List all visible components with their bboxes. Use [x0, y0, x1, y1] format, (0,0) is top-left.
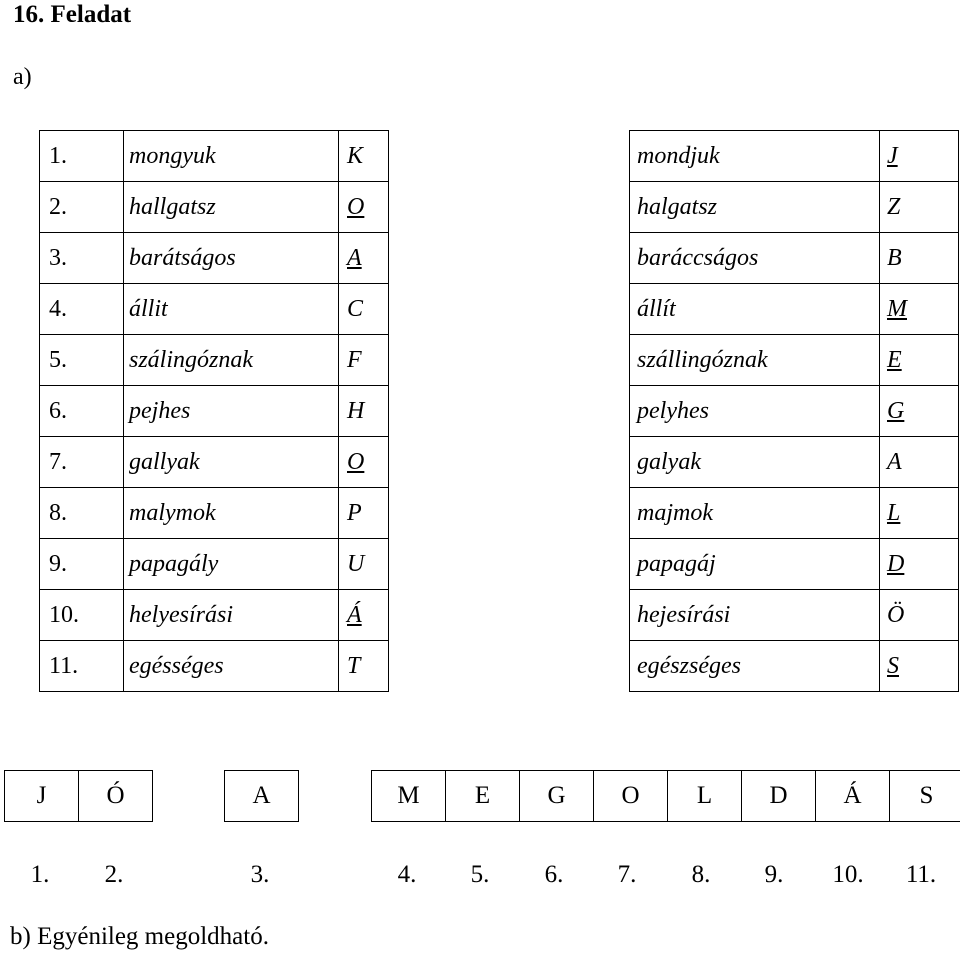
- letter-cell: Á: [339, 590, 389, 641]
- word-cell: állít: [630, 284, 880, 335]
- row-number: 2.: [40, 182, 124, 233]
- left-word-table: [39, 130, 389, 692]
- word-cell: malymok: [124, 488, 339, 539]
- answer-letter-box: L: [667, 770, 742, 822]
- word-cell: papagáj: [630, 539, 880, 590]
- left-table-row: [40, 284, 389, 335]
- word-cell: gallyak: [124, 437, 339, 488]
- row-number: 9.: [40, 539, 124, 590]
- left-table-row: [40, 182, 389, 233]
- letter-cell: K: [339, 131, 389, 182]
- word-cell: halgatsz: [630, 182, 880, 233]
- word-cell: galyak: [630, 437, 880, 488]
- right-table-row: [630, 131, 959, 182]
- answer-letter-box: O: [593, 770, 668, 822]
- answer-letter-box: Ó: [78, 770, 153, 822]
- row-number: 11.: [40, 641, 124, 692]
- position-label: 11.: [905, 861, 937, 888]
- position-label: 6.: [544, 861, 564, 888]
- letter-cell: O: [339, 437, 389, 488]
- letter-cell: T: [339, 641, 389, 692]
- letter-cell: B: [880, 233, 959, 284]
- right-table-row: [630, 284, 959, 335]
- word-cell: helyesírási: [124, 590, 339, 641]
- left-table-row: [40, 437, 389, 488]
- answer-letter-box: G: [519, 770, 594, 822]
- letter-cell: O: [339, 182, 389, 233]
- word-cell: mongyuk: [124, 131, 339, 182]
- position-label: 2.: [104, 861, 124, 888]
- word-cell: pejhes: [124, 386, 339, 437]
- row-number: 3.: [40, 233, 124, 284]
- right-table-row: [630, 488, 959, 539]
- letter-cell: M: [880, 284, 959, 335]
- letter-cell: F: [339, 335, 389, 386]
- right-table-row: [630, 335, 959, 386]
- left-table-row: [40, 131, 389, 182]
- word-cell: pelyhes: [630, 386, 880, 437]
- letter-cell: Ö: [880, 590, 959, 641]
- row-number: 6.: [40, 386, 124, 437]
- row-number: 1.: [40, 131, 124, 182]
- position-label: 4.: [397, 861, 417, 888]
- page-title: 16. Feladat: [13, 1, 132, 28]
- position-label: 8.: [691, 861, 711, 888]
- row-number: 5.: [40, 335, 124, 386]
- word-cell: hallgatsz: [124, 182, 339, 233]
- row-number: 7.: [40, 437, 124, 488]
- right-table-row: [630, 590, 959, 641]
- right-table-row: [630, 386, 959, 437]
- answer-letter-box: M: [371, 770, 446, 822]
- row-number: 8.: [40, 488, 124, 539]
- answer-letter-box: E: [445, 770, 520, 822]
- part-a-label: a): [13, 64, 32, 90]
- part-b-text: b) Egyénileg megoldható.: [10, 923, 269, 950]
- letter-cell: J: [880, 131, 959, 182]
- word-cell: szálingóznak: [124, 335, 339, 386]
- letter-cell: D: [880, 539, 959, 590]
- letter-cell: P: [339, 488, 389, 539]
- position-label: 10.: [832, 861, 864, 888]
- answer-letter-box: J: [4, 770, 79, 822]
- row-number: 10.: [40, 590, 124, 641]
- row-number: 4.: [40, 284, 124, 335]
- letter-cell: U: [339, 539, 389, 590]
- letter-cell: S: [880, 641, 959, 692]
- letter-cell: E: [880, 335, 959, 386]
- word-cell: egésséges: [124, 641, 339, 692]
- left-table-row: [40, 590, 389, 641]
- left-table-row: [40, 641, 389, 692]
- letter-cell: H: [339, 386, 389, 437]
- letter-cell: A: [339, 233, 389, 284]
- left-table-row: [40, 386, 389, 437]
- left-table-row: [40, 233, 389, 284]
- letter-cell: Z: [880, 182, 959, 233]
- word-cell: papagály: [124, 539, 339, 590]
- word-cell: állit: [124, 284, 339, 335]
- answer-letter-box: Á: [815, 770, 890, 822]
- position-label: 3.: [250, 861, 270, 888]
- right-table-row: [630, 539, 959, 590]
- right-word-table: [629, 130, 959, 692]
- answer-letter-box: A: [224, 770, 299, 822]
- right-table-row: [630, 641, 959, 692]
- word-cell: baráccságos: [630, 233, 880, 284]
- position-label: 1.: [30, 861, 50, 888]
- letter-cell: A: [880, 437, 959, 488]
- position-label: 5.: [470, 861, 490, 888]
- answer-group-3: [371, 770, 960, 822]
- word-cell: szállingóznak: [630, 335, 880, 386]
- position-label: 9.: [764, 861, 784, 888]
- letter-cell: G: [880, 386, 959, 437]
- answer-letter-box: D: [741, 770, 816, 822]
- right-table-row: [630, 437, 959, 488]
- word-cell: majmok: [630, 488, 880, 539]
- word-cell: hejesírási: [630, 590, 880, 641]
- word-cell: egészséges: [630, 641, 880, 692]
- letter-cell: C: [339, 284, 389, 335]
- word-cell: mondjuk: [630, 131, 880, 182]
- right-table-row: [630, 233, 959, 284]
- word-cell: barátságos: [124, 233, 339, 284]
- left-table-row: [40, 488, 389, 539]
- letter-cell: L: [880, 488, 959, 539]
- answer-letter-box: S: [889, 770, 960, 822]
- answer-group-2: [224, 770, 299, 822]
- left-table-row: [40, 335, 389, 386]
- answer-group-1: [4, 770, 153, 822]
- left-table-row: [40, 539, 389, 590]
- right-table-row: [630, 182, 959, 233]
- position-label: 7.: [617, 861, 637, 888]
